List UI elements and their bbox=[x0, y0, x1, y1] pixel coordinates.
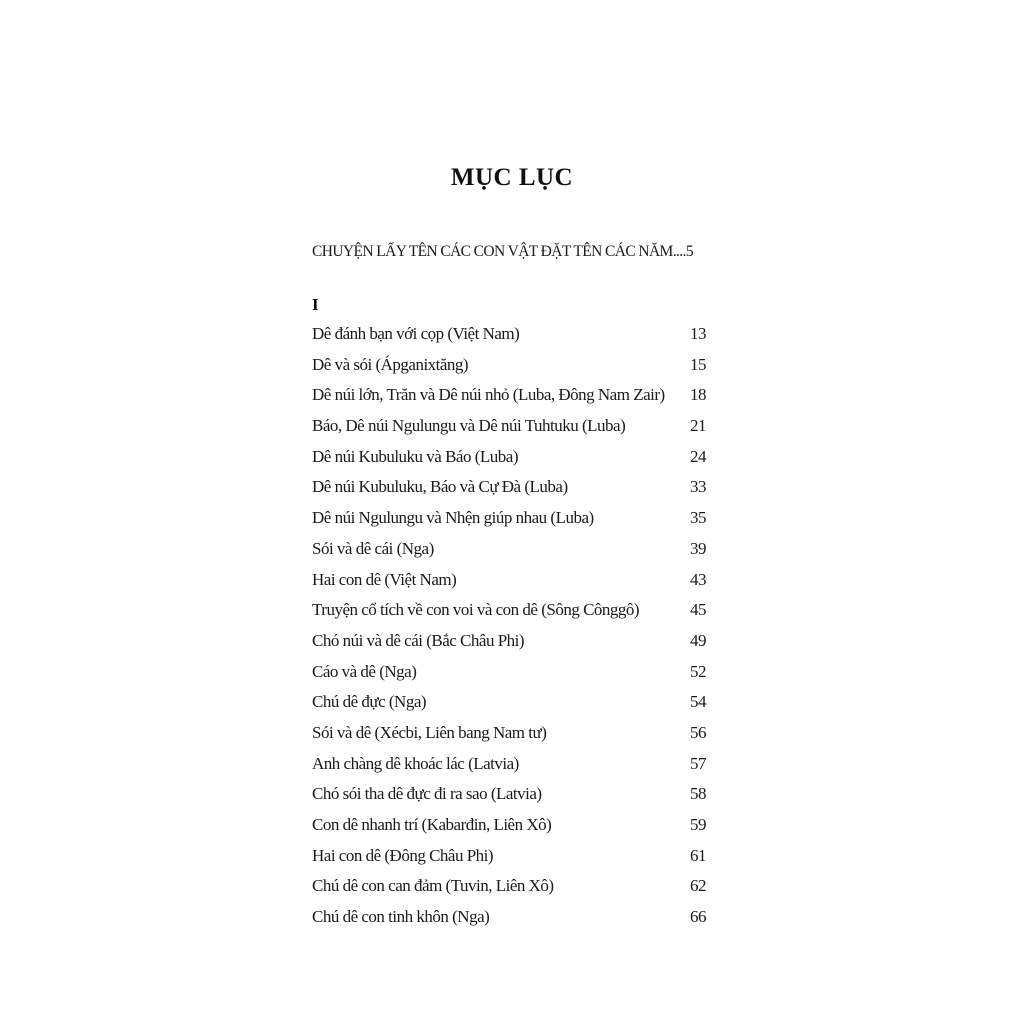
toc-entry-title: Hai con dê (Đông Châu Phi) bbox=[312, 845, 494, 865]
toc-entry-title: Chú dê con tinh khôn (Nga) bbox=[312, 907, 490, 927]
toc-entry-title: Dê và sói (Ápganixtăng) bbox=[312, 354, 469, 374]
toc-entry-page: 56 bbox=[690, 722, 706, 742]
toc-entry-title: Chó núi và dê cái (Bắc Châu Phi) bbox=[312, 630, 525, 650]
page-title: MỤC LỤC bbox=[450, 164, 574, 191]
section-label: I bbox=[312, 295, 319, 314]
toc-entry bbox=[312, 754, 706, 785]
toc-entry-title: Cáo và dê (Nga) bbox=[312, 661, 417, 681]
toc-entry bbox=[312, 539, 706, 570]
toc-entry-title: Sói và dê (Xécbi, Liên bang Nam tư) bbox=[312, 722, 547, 742]
toc-entry-title: Dê núi Ngulungu và Nhện giúp nhau (Luba) bbox=[312, 508, 594, 528]
toc-entry-page: 57 bbox=[690, 753, 706, 773]
toc-entry bbox=[312, 385, 706, 416]
toc-entry-title: Anh chàng dê khoác lác (Latvia) bbox=[312, 753, 519, 773]
toc-entry bbox=[312, 723, 706, 754]
toc-entry bbox=[312, 477, 706, 508]
toc-entry-title: Dê núi lớn, Trăn và Dê núi nhỏ (Luba, Đông Nam Zair) bbox=[312, 385, 665, 405]
toc-entry-page: 61 bbox=[690, 845, 706, 865]
toc-entry-title: Báo, Dê núi Ngulungu và Dê núi Tuhtuku (Luba) bbox=[312, 416, 626, 436]
toc-entry-page: 13 bbox=[690, 324, 706, 343]
toc-entry-page: 15 bbox=[690, 354, 706, 374]
toc-entry-title: Truyện cổ tích về con voi và con dê (Sông Cônggô) bbox=[312, 600, 640, 620]
toc-entry-page: 58 bbox=[690, 784, 706, 804]
toc-entry-title: Dê đánh bạn với cọp (Việt Nam) bbox=[312, 324, 520, 343]
toc-entry-title: Hai con dê (Việt Nam) bbox=[312, 569, 457, 589]
toc-entry-page: 52 bbox=[690, 661, 706, 681]
toc-entry bbox=[312, 662, 706, 693]
toc-entry bbox=[312, 447, 706, 478]
toc-entry bbox=[312, 324, 706, 355]
toc-entry bbox=[312, 815, 706, 846]
toc-entry bbox=[312, 692, 706, 723]
toc-entry bbox=[312, 846, 706, 877]
toc-entry-page: 43 bbox=[690, 569, 706, 589]
toc-entry-title: Con dê nhanh trí (Kabarđin, Liên Xô) bbox=[312, 815, 552, 834]
toc-entry-page: 21 bbox=[690, 416, 706, 436]
toc-entry bbox=[312, 508, 706, 539]
toc-entry bbox=[312, 907, 706, 938]
toc-entry-title: Dê núi Kubuluku, Báo và Cự Đà (Luba) bbox=[312, 477, 568, 497]
toc-entry bbox=[312, 416, 706, 447]
toc-entry-title: Chó sói tha dê đực đi ra sao (Latvia) bbox=[312, 784, 542, 804]
toc-entry bbox=[312, 784, 706, 815]
toc-entry-page: 24 bbox=[690, 446, 706, 466]
toc-entry-page: 59 bbox=[690, 815, 706, 834]
toc-entry bbox=[312, 600, 706, 631]
toc-entry bbox=[312, 876, 706, 907]
toc-entry bbox=[312, 355, 706, 386]
toc-entry-page: 49 bbox=[690, 630, 706, 650]
toc-entry-page: 62 bbox=[690, 876, 706, 896]
toc-entry-title: Sói và dê cái (Nga) bbox=[312, 538, 434, 558]
toc-entry-title: Chú dê con can đảm (Tuvin, Liên Xô) bbox=[312, 876, 554, 896]
toc-entry-page: 45 bbox=[690, 600, 706, 620]
toc-entry-page: 18 bbox=[690, 385, 706, 405]
toc-entry-page: 35 bbox=[690, 508, 706, 528]
toc-entry bbox=[312, 570, 706, 601]
toc-entry-page: 54 bbox=[690, 692, 706, 712]
toc-entry bbox=[312, 631, 706, 662]
table-of-contents bbox=[312, 324, 706, 938]
toc-entry-title: Dê núi Kubuluku và Báo (Luba) bbox=[312, 446, 518, 466]
toc-entry-page: 66 bbox=[690, 907, 706, 927]
toc-entry-page: 33 bbox=[690, 477, 706, 497]
toc-intro-entry: CHUYỆN LẤY TÊN CÁC CON VẬT ĐẶT TÊN CÁC NĂM....5 bbox=[312, 243, 693, 260]
toc-entry-title: Chú dê đực (Nga) bbox=[312, 692, 427, 712]
toc-entry-page: 39 bbox=[690, 538, 706, 558]
